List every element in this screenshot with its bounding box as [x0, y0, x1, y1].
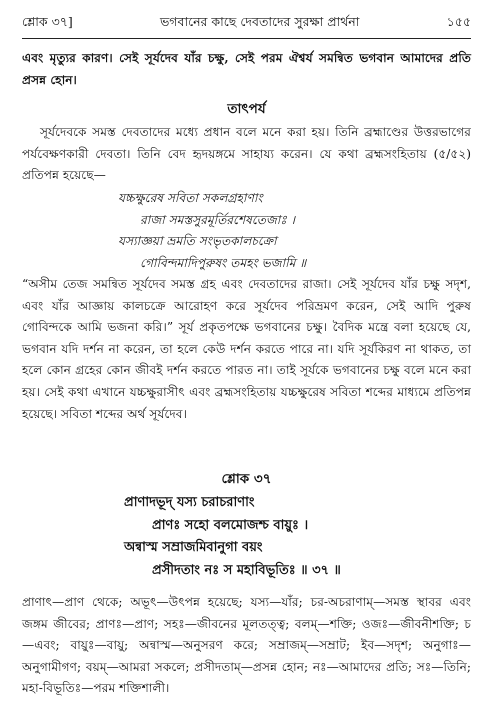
sloka-line: অন্বাস্ম সম্রাজমিবানুগা বয়ং — [124, 540, 263, 556]
translation-tail: এবং মৃত্যুর কারণ। সেই সূর্যদেব যাঁর চক্ষু, সেই পরম ঐশ্বর্য সমন্বিত ভগবান আমাদের প্রতি প্রসন্ন হোন। — [22, 51, 471, 87]
header-rule — [22, 38, 471, 39]
quoted-verse — [0, 188, 493, 274]
header-verse-ref: শ্লোক ৩৭] — [22, 14, 73, 29]
quoted-verse-line: যস্যাজ্ঞয়া ভ্রমতি সংভৃতকালচক্রো — [118, 234, 277, 249]
header-page-number: ১৫৫ — [446, 14, 471, 29]
sloka-line: প্রাণাদভূদ্ যস্য চরাচরাণাং — [124, 495, 255, 510]
word-synonyms: প্রাণাৎ—প্রাণ থেকে; অভূৎ—উৎপন্ন হয়েছে; যস্য—যাঁর; চর-অচরাণাম্—সমস্ত স্থাবর এবং জঙ্গম জীবের; প্রাণঃ—প্রাণ; সহঃ—জীবনের মূলতত্ত্ব; বলম্—শক্তি; ওজঃ—জীবনীশক্তি; চ—এবং; বায়ুঃ—বায়ু; অন্বাস্ম—অনুসরণ করে; সম্রাজম্—সম্রাট; ইব—সদৃশ; অনুগাঃ—অনুগামীগণ; বয়ম্—আমরা সকলে; প্রসীদতাম্—প্রসন্ন হোন; নঃ—আমাদের প্রতি; সঃ—তিনি; মহা-বিভূতিঃ—পরম শক্তিশালী। — [22, 595, 471, 696]
sloka-line: প্রসীদতাং নঃ স মহাবিভূতিঃ ॥ ৩৭ ॥ — [152, 562, 341, 578]
purport-heading: তাৎপর্য — [227, 101, 266, 117]
sloka-heading: শ্লোক ৩৭ — [221, 471, 272, 487]
page-header — [22, 14, 471, 36]
quoted-verse-line: গোবিন্দমাদিপুরুষং তমহং ভজামি ॥ — [140, 255, 307, 270]
quoted-verse-line: রাজা সমস্তসুরমূর্তিরশেষতেজাঃ । — [140, 212, 296, 227]
quoted-verse-line: যচ্চক্ষুরেষ সবিতা সকলগ্রহাণাং — [118, 191, 263, 205]
purport-paragraph-2: “অসীম তেজ সমন্বিত সূর্যদেব সমস্ত গ্রহ এবং দেবতাদের রাজা। সেই সূর্যদেব যাঁর চক্ষু সদৃশ, এবং যাঁর আজ্ঞায় কালচক্রে আরোহণ করে সূর্যদেব পরিভ্রমণ করেন, সেই আদি পুরুষ গোবিন্দকে আমি ভজনা করি।” সূর্য প্রকৃতপক্ষে ভগবানের চক্ষু। বৈদিক মন্ত্রে বলা হয়েছে যে, ভগবান যদি দর্শন না করেন, তা হলে কেউ দর্শন করতে পারে না। যদি সূর্যকিরণ না থাকত, তা হলে কোন গ্রহের কোন জীবই দর্শন করতে পারত না। তাই সূর্যকে ভগবানের চক্ষু বলে মনে করা হয়। সেই কথা এখানে যচ্চক্ষুরাসীৎ এবং ব্রহ্মসংহিতায় যচ্চক্ষুরেষ সবিতা শব্দের মাধ্যমে প্রতিপন্ন হয়েছে। সবিতা শব্দের অর্থ সূর্যদেব। — [22, 277, 471, 421]
sloka-verse — [0, 492, 493, 582]
sloka-line: প্রাণঃ সহো বলমোজশ্চ বায়ুঃ । — [152, 517, 309, 533]
header-chapter-title: ভগবানের কাছে দেবতাদের সুরক্ষা প্রার্থনা — [159, 14, 360, 29]
purport-paragraph-1: সূর্যদেবকে সমস্ত দেবতাদের মধ্যে প্রধান বলে মনে করা হয়। তিনি ব্রহ্মাণ্ডের উত্তরভাগের পর্যবেক্ষণকারী দেবতা। তিনি বেদ হৃদয়ঙ্গমে সাহায্য করেন। যে কথা ব্রহ্মসংহিতায় (৫/৫২) প্রতিপন্ন হয়েছে— — [22, 125, 471, 183]
